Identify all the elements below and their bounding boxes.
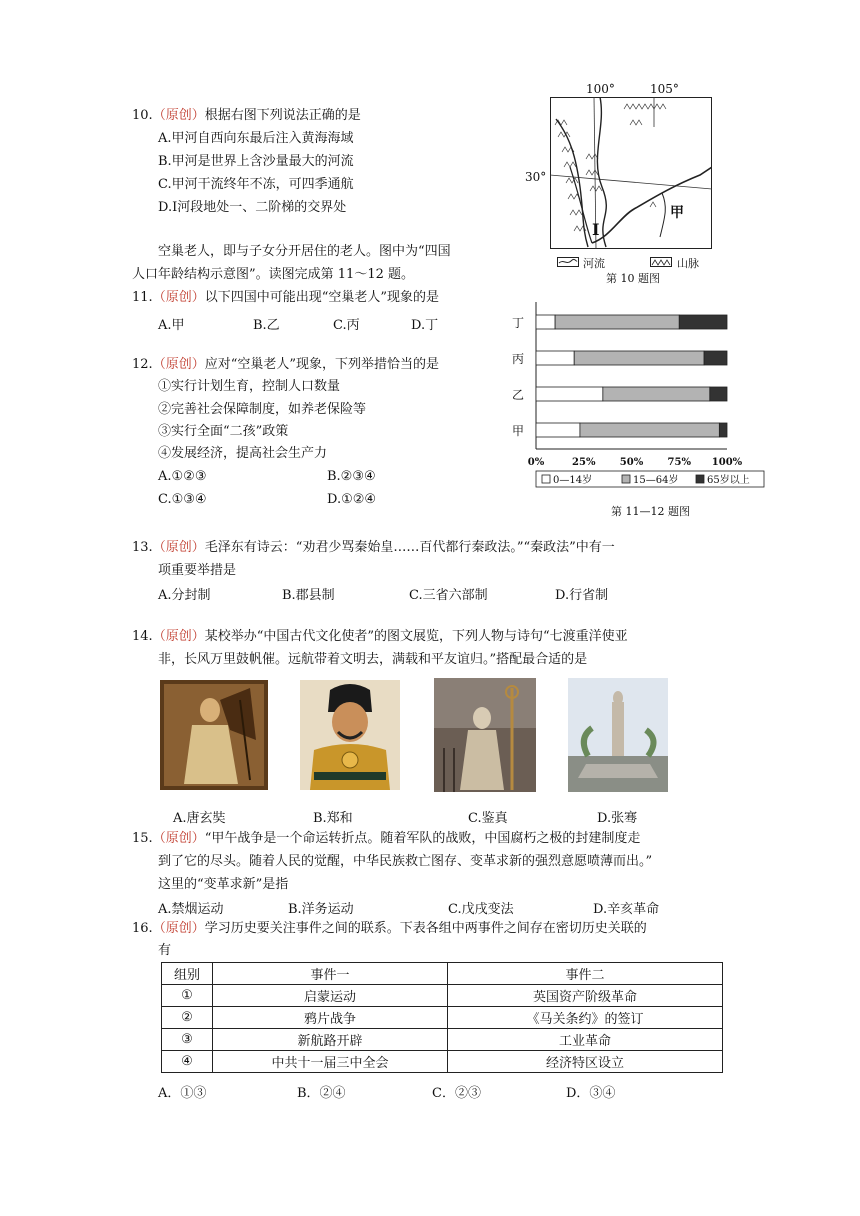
q16-option-a[interactable]: A．①③ — [158, 1086, 207, 1101]
category-label: 丙 — [511, 352, 525, 366]
intro-line-1: 空巢老人，即与子女分开居住的老人。图中为“四国 — [158, 244, 451, 259]
events-table — [161, 962, 723, 1073]
category-label: 丁 — [511, 316, 525, 330]
table-row — [162, 1029, 723, 1051]
x-tick-label: 100% — [711, 457, 743, 468]
intro-line-2: 人口年龄结构示意图”。读图完成第 11～12 题。 — [132, 267, 414, 282]
bar-segment — [536, 351, 574, 365]
q12-option-b[interactable]: B.②③④ — [327, 469, 376, 484]
q12-item-2: ②完善社会保障制度，如养老保险等 — [158, 402, 367, 417]
original-tag: （原创） — [152, 921, 205, 936]
q14-option-d[interactable]: D.张骞 — [597, 811, 638, 826]
map-label-section-i: Ⅰ — [592, 220, 600, 239]
x-tick-label: 75% — [667, 457, 691, 468]
q12-item-1: ①实行计划生育，控制人口数量 — [158, 379, 341, 394]
q10-option-a[interactable]: A.甲河自西向东最后注入黄海海域 — [158, 131, 354, 146]
bar-segment — [536, 423, 580, 437]
bar-segment — [536, 315, 555, 329]
q13-option-d[interactable]: D.行省制 — [555, 588, 609, 603]
q12-option-d[interactable]: D.①②④ — [327, 492, 377, 507]
question-text: 某校举办“中国古代文化使者”的图文展览，下列人物与诗句“七渡重洋使亚 — [204, 629, 628, 644]
q12-option-c[interactable]: C.①③④ — [158, 492, 207, 507]
question-text: 以下四国中可能出现“空巢老人”现象的是 — [204, 290, 439, 305]
legend-mountain-icon — [650, 257, 672, 267]
table-row — [162, 985, 723, 1007]
q14-stem-1 — [132, 627, 628, 647]
legend-swatch — [696, 475, 704, 483]
bar-segment — [679, 315, 727, 329]
original-tag: （原创） — [152, 629, 205, 644]
q16-stem-1 — [132, 919, 647, 939]
question-text: 应对“空巢老人”现象，下列举措恰当的是 — [204, 357, 439, 372]
q10-option-c[interactable]: C.甲河干流终年不冻，可四季通航 — [158, 177, 354, 192]
table-header: 组别 — [162, 963, 213, 985]
q13-stem-1 — [132, 538, 615, 558]
original-tag: （原创） — [152, 290, 205, 305]
q14-option-c[interactable]: C.鉴真 — [468, 811, 508, 826]
table-cell: 英国资产阶级革命 — [448, 985, 723, 1007]
q11-option-d[interactable]: D.丁 — [411, 318, 439, 333]
river-map — [550, 97, 712, 249]
category-label: 乙 — [511, 388, 525, 402]
legend-label: 0—14岁 — [553, 475, 593, 486]
table-cell: ② — [162, 1007, 213, 1029]
q15-option-c[interactable]: C.戊戌变法 — [448, 902, 514, 917]
q16-option-c[interactable]: C．②③ — [432, 1086, 481, 1101]
original-tag: （原创） — [152, 357, 205, 372]
x-tick-label: 50% — [619, 457, 644, 468]
q11-stem — [132, 288, 439, 308]
q15-stem-1 — [132, 829, 640, 849]
population-chart — [500, 298, 770, 498]
table-cell: 中共十一届三中全会 — [213, 1051, 448, 1073]
map-lon-105: 105° — [650, 82, 679, 96]
bar-segment — [574, 351, 704, 365]
table-header: 事件二 — [448, 963, 723, 985]
q10-option-d[interactable]: D.Ⅰ河段地处一、二阶梯的交界处 — [158, 200, 347, 215]
statue-zhangqian — [568, 678, 668, 792]
original-tag: （原创） — [152, 108, 205, 123]
question-number: 10. — [132, 108, 153, 123]
question-number: 16. — [132, 921, 153, 936]
table-cell: ④ — [162, 1051, 213, 1073]
q14-stem-2: 非，长风万里鼓帆催。远航带着文明去，满载和平友谊归。”搭配最合适的是 — [158, 652, 588, 667]
table-cell: 启蒙运动 — [213, 985, 448, 1007]
question-text: “甲午战争是一个命运转折点。随着军队的战败，中国腐朽之极的封建制度走 — [204, 831, 641, 846]
statue-jianzhen — [434, 678, 536, 792]
x-tick-label: 0% — [527, 457, 545, 468]
legend-label: 65岁以上 — [707, 475, 750, 486]
bar-segment — [580, 423, 719, 437]
question-number: 11. — [132, 290, 153, 305]
question-text: 学习历史要关注事件之间的联系。下表各组中两事件之间存在密切历史关联的 — [204, 921, 647, 936]
q13-option-a[interactable]: A.分封制 — [158, 588, 211, 603]
q11-option-b[interactable]: B.乙 — [253, 318, 280, 333]
table-header-row — [162, 963, 723, 985]
q13-option-c[interactable]: C.三省六部制 — [409, 588, 488, 603]
q13-option-b[interactable]: B.郡县制 — [282, 588, 335, 603]
q11-option-c[interactable]: C.丙 — [333, 318, 360, 333]
q10-stem — [132, 106, 361, 126]
map-lon-100: 100° — [586, 82, 615, 96]
legend-label: 15—64岁 — [633, 475, 679, 486]
q12-stem — [132, 355, 439, 375]
q15-option-b[interactable]: B.洋务运动 — [288, 902, 354, 917]
bar-segment — [719, 423, 727, 437]
original-tag: （原创） — [152, 540, 205, 555]
q14-option-a[interactable]: A.唐玄奘 — [173, 811, 226, 826]
bar-segment — [710, 387, 727, 401]
table-cell: ③ — [162, 1029, 213, 1051]
q13-stem-2: 项重要举措是 — [158, 563, 237, 578]
legend-river-label: 河流 — [583, 257, 605, 270]
bar-segment — [603, 387, 710, 401]
original-tag: （原创） — [152, 831, 205, 846]
portrait-zhenghe — [300, 680, 400, 790]
table-cell: 工业革命 — [448, 1029, 723, 1051]
legend-swatch — [542, 475, 550, 483]
q16-stem-2: 有 — [158, 943, 172, 958]
legend-river-icon — [557, 257, 579, 267]
question-text: 毛泽东有诗云：“劝君少骂秦始皇……百代都行秦政法。”“秦政法”中有一 — [204, 540, 615, 555]
table-row — [162, 1051, 723, 1073]
q16-option-b[interactable]: B．②④ — [297, 1086, 346, 1101]
q10-option-b[interactable]: B.甲河是世界上含沙量最大的河流 — [158, 154, 354, 169]
question-text: 根据右图下列说法正确的是 — [204, 108, 361, 123]
question-number: 12. — [132, 357, 153, 372]
bar-segment — [536, 387, 603, 401]
table-cell: 经济特区设立 — [448, 1051, 723, 1073]
table-cell: 《马关条约》的签订 — [448, 1007, 723, 1029]
q15-option-a[interactable]: A.禁烟运动 — [158, 902, 224, 917]
q11-option-a[interactable]: A.甲 — [158, 318, 185, 333]
chart-caption: 第 11—12 题图 — [611, 505, 690, 518]
bar-segment — [704, 351, 727, 365]
question-number: 13. — [132, 540, 153, 555]
table-row — [162, 1007, 723, 1029]
q15-stem-2: 到了它的尽头。随着人民的觉醒，中华民族救亡图存、变革求新的强烈意愿喷薄而出。” — [158, 854, 653, 869]
q12-item-3: ③实行全面“二孩”政策 — [158, 424, 289, 439]
table-cell: 鸦片战争 — [213, 1007, 448, 1029]
map-label-jia: 甲 — [670, 205, 684, 221]
q16-option-d[interactable]: D．③④ — [566, 1086, 616, 1101]
legend-mountain-label: 山脉 — [677, 257, 699, 270]
legend-swatch — [622, 475, 630, 483]
bar-segment — [555, 315, 679, 329]
table-cell: ① — [162, 985, 213, 1007]
q12-option-a[interactable]: A.①②③ — [158, 469, 207, 484]
table-header: 事件一 — [213, 963, 448, 985]
x-tick-label: 25% — [572, 457, 596, 468]
q12-item-4: ④发展经济，提高社会生产力 — [158, 446, 328, 461]
q15-option-d[interactable]: D.辛亥革命 — [593, 902, 660, 917]
question-number: 15. — [132, 831, 153, 846]
category-label: 甲 — [511, 424, 525, 438]
q14-option-b[interactable]: B.郑和 — [313, 811, 353, 826]
map-caption: 第 10 题图 — [606, 272, 660, 285]
table-cell: 新航路开辟 — [213, 1029, 448, 1051]
q15-stem-3: 这里的“变革求新”是指 — [158, 877, 289, 892]
portrait-xuanzang — [160, 680, 268, 790]
map-lat-30: 30° — [525, 170, 547, 184]
question-number: 14. — [132, 629, 153, 644]
